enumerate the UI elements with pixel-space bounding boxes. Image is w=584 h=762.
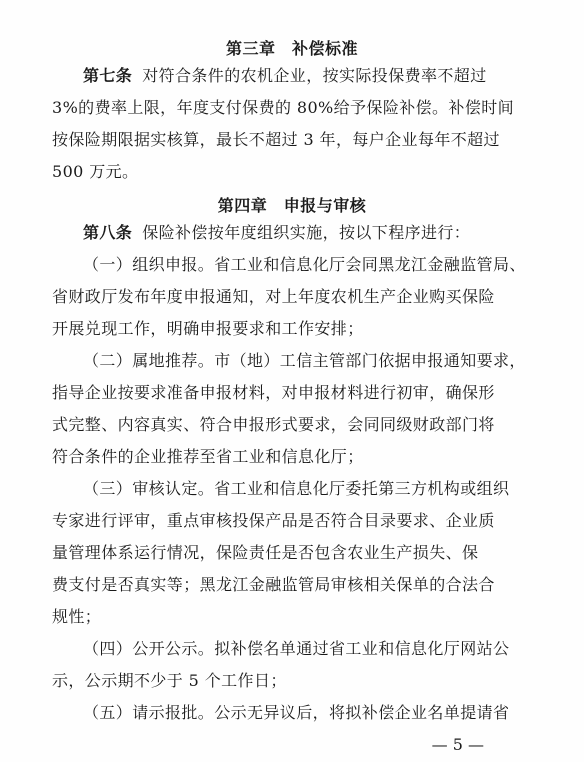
item-3-line-2: 专家进行评审，重点审核投保产品是否符合目录要求、企业质 <box>52 511 495 530</box>
article-8-line <box>83 223 532 243</box>
article-8-label: 第八条 <box>83 223 133 242</box>
item-1-line-2: 省财政厅发布年度申报通知，对上年度农机生产企业购买保险 <box>52 287 495 306</box>
article-7-text-1: 对符合条件的农机企业，按实际投保费率不超过 <box>142 66 487 85</box>
article-7-line-3: 按保险期限据实核算，最长不超过 3 年，每户企业每年不超过 <box>52 130 500 149</box>
item-2-line-3: 式完整、内容真实、符合申报形式要求，会同同级财政部门将 <box>52 415 495 434</box>
page-number: — 5 — <box>431 735 484 754</box>
article-8-intro: 保险补偿按年度组织实施，按以下程序进行： <box>142 223 471 242</box>
chapter-4-heading: 第四章 申报与审核 <box>217 196 367 215</box>
item-1-line-3: 开展兑现工作，明确申报要求和工作安排； <box>52 319 364 338</box>
item-2-line-1: （二）属地推荐。市（地）工信主管部门依据申报通知要求， <box>83 351 526 370</box>
article-7-line-2: 3%的费率上限，年度支付保费的 80%给予保险补偿。补偿时间 <box>52 98 515 117</box>
item-3-line-1: （三）审核认定。省工业和信息化厅委托第三方机构或组织 <box>83 479 510 498</box>
item-5-line-1: （五）请示报批。公示无异议后，将拟补偿企业名单提请省 <box>83 703 510 722</box>
article-7-label: 第七条 <box>83 66 133 85</box>
item-3-line-4: 费支付是否真实等；黑龙江金融监管局审核相关保单的合法合 <box>52 575 495 594</box>
chapter-3-heading: 第三章 补偿标准 <box>225 39 358 58</box>
item-2-line-4: 符合条件的企业推荐至省工业和信息化厅； <box>52 447 364 466</box>
item-3-line-3: 量管理体系运行情况，保险责任是否包含农业生产损失、保 <box>52 543 479 562</box>
item-4-line-1: （四）公开公示。拟补偿名单通过省工业和信息化厅网站公 <box>83 639 510 658</box>
item-3-line-5: 规性； <box>52 607 102 626</box>
item-1-line-1: （一）组织申报。省工业和信息化厅会同黑龙江金融监管局、 <box>83 255 526 274</box>
item-2-line-2: 指导企业按要求准备申报材料，对申报材料进行初审，确保形 <box>52 383 495 402</box>
item-4-line-2: 示，公示期不少于 5 个工作日； <box>52 671 287 690</box>
article-7-line-4: 500 万元。 <box>52 162 139 181</box>
article-7-line-1 <box>83 66 532 86</box>
